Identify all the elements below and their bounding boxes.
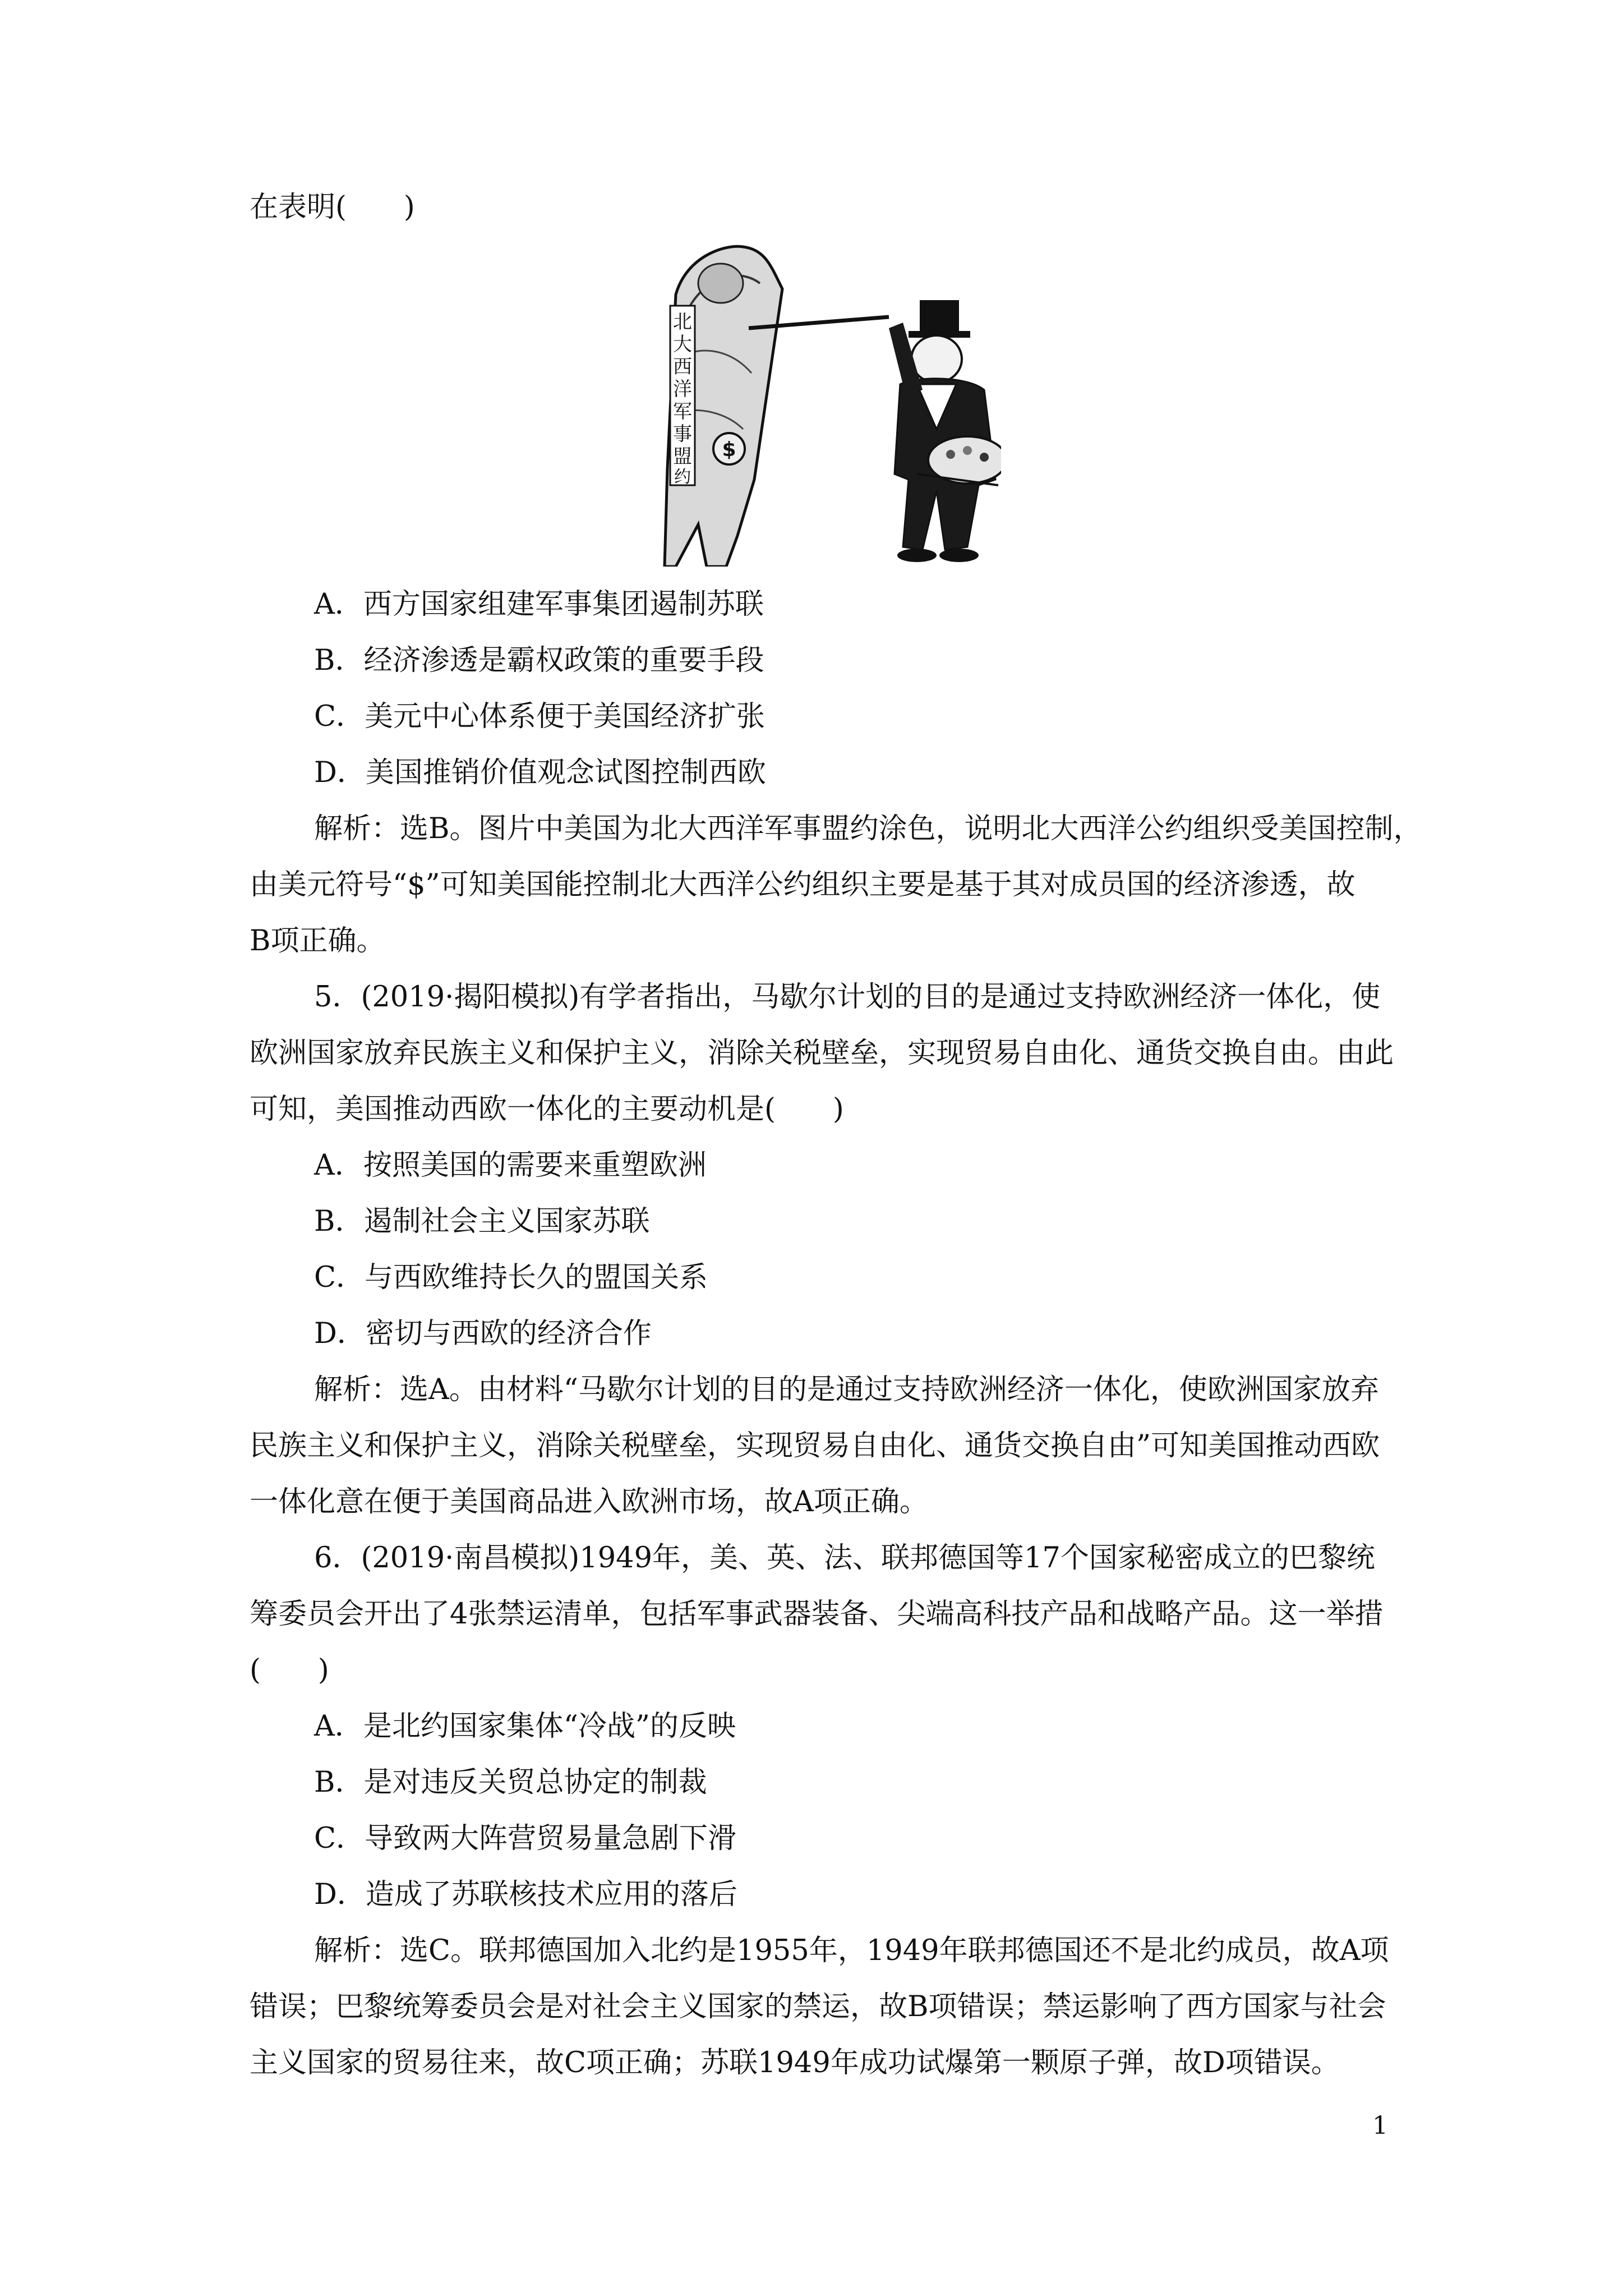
- svg-text:西: 西: [673, 356, 692, 378]
- q5-stem-line-2: 欧洲国家放弃民族主义和保护主义，消除关税壁垒，实现贸易自由化、通货交换自由。由此: [250, 1037, 1394, 1070]
- q4-option-c: C．美元中心体系便于美国经济扩张: [314, 700, 766, 733]
- svg-text:军: 军: [673, 401, 692, 423]
- q4-analysis-line-1: 解析：选B。图片中美国为北大西洋军事盟约涂色，说明北大西洋公约组织受美国控制，: [314, 812, 1422, 845]
- q4-analysis-line-2: 由美元符号“$”可知美国能控制北大西洋公约组织主要是基于其对成员国的经济渗透，故: [250, 868, 1355, 901]
- q5-analysis-line-3: 一体化意在便于美国商品进入欧洲市场，故A项正确。: [250, 1485, 928, 1519]
- svg-text:洋: 洋: [673, 378, 692, 401]
- dollar-symbol: $: [722, 438, 736, 461]
- q6-option-d: D．造成了苏联核技术应用的落后: [314, 1878, 737, 1911]
- q6-option-c: C．导致两大阵营贸易量急剧下滑: [314, 1822, 737, 1855]
- svg-text:事: 事: [673, 423, 692, 445]
- q5-stem-line-1: 5．(2019·揭阳模拟)有学者指出，马歇尔计划的目的是通过支持欧洲经济一体化，使: [314, 981, 1381, 1014]
- svg-text:大: 大: [673, 333, 692, 356]
- q4-analysis-line-3: B项正确。: [250, 924, 385, 958]
- svg-text:约: 约: [674, 467, 691, 487]
- q6-option-a: A．是北约国家集体“冷战”的反映: [314, 1710, 736, 1743]
- q5-analysis-line-2: 民族主义和保护主义，消除关税壁垒，实现贸易自由化、通货交换自由”可知美国推动西欧: [250, 1429, 1380, 1462]
- q5-analysis-line-1: 解析：选A。由材料“马歇尔计划的目的是通过支持欧洲经济一体化，使欧洲国家放弃: [314, 1373, 1379, 1406]
- q6-analysis-line-2: 错误；巴黎统筹委员会是对社会主义国家的禁运，故B项错误；禁运影响了西方国家与社会: [250, 1990, 1386, 2023]
- political-cartoon-image: [653, 244, 1001, 567]
- q6-analysis-line-3: 主义国家的贸易往来，故C项正确；苏联1949年成功试爆第一颗原子弹，故D项错误。: [250, 2046, 1340, 2079]
- q5-stem-line-3: 可知，美国推动西欧一体化的主要动机是( ): [250, 1093, 844, 1126]
- q6-stem-line-1: 6．(2019·南昌模拟)1949年，美、英、法、联邦德国等17个国家秘密成立的巴黎统: [314, 1542, 1375, 1575]
- q6-analysis-line-1: 解析：选C。联邦德国加入北约是1955年，1949年联邦德国还不是北约成员，故A项: [314, 1934, 1389, 1967]
- cartoon-label: 北: [673, 311, 692, 333]
- question-stem-tail: 在表明( ): [250, 191, 415, 224]
- q4-option-a: A．西方国家组建军事集团遏制苏联: [314, 588, 764, 621]
- q5-option-a: A．按照美国的需要来重塑欧洲: [314, 1149, 707, 1182]
- q5-option-d: D．密切与西欧的经济合作: [314, 1317, 652, 1350]
- q5-option-b: B．遏制社会主义国家苏联: [314, 1205, 650, 1238]
- q4-option-b: B．经济渗透是霸权政策的重要手段: [314, 644, 764, 677]
- svg-text:盟: 盟: [673, 445, 692, 468]
- q5-option-c: C．与西欧维持长久的盟国关系: [314, 1261, 708, 1294]
- q4-option-d: D．美国推销价值观念试图控制西欧: [314, 756, 766, 789]
- q6-option-b: B．是对违反关贸总协定的制裁: [314, 1766, 707, 1799]
- page-number: 1: [1372, 2111, 1388, 2140]
- q6-stem-line-3: ( ): [250, 1654, 329, 1687]
- q6-stem-line-2: 筹委员会开出了4张禁运清单，包括军事武器装备、尖端高科技产品和战略产品。这一举措: [250, 1598, 1384, 1631]
